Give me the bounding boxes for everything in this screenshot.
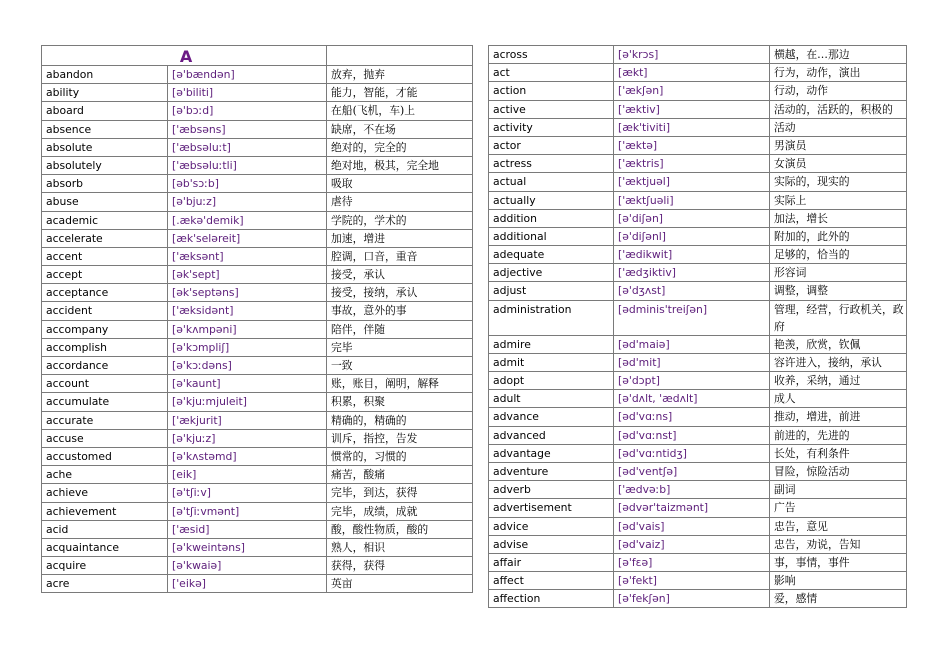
phonetic-cell: [ə'kjuːz] xyxy=(168,429,327,447)
definition-cell: 前进的，先进的 xyxy=(770,426,907,444)
phonetic-cell: [əd'vɑːntidʒ] xyxy=(614,444,770,462)
phonetic-cell: ['æsid] xyxy=(168,520,327,538)
phonetic-cell: [ə'dʌlt, 'ædʌlt] xyxy=(614,390,770,408)
vocab-row xyxy=(42,120,473,138)
word-cell: action xyxy=(489,82,614,100)
phonetic-cell: ['æktiv] xyxy=(614,100,770,118)
word-cell: absorb xyxy=(42,175,168,193)
word-cell: advantage xyxy=(489,444,614,462)
vocab-row xyxy=(42,229,473,247)
word-cell: administration xyxy=(489,300,614,335)
word-cell: act xyxy=(489,64,614,82)
definition-cell: 英亩 xyxy=(327,575,473,593)
vocab-row xyxy=(489,46,907,64)
vocab-row xyxy=(42,175,473,193)
section-header-cell xyxy=(42,46,327,66)
vocab-row xyxy=(489,517,907,535)
vocab-row xyxy=(42,557,473,575)
phonetic-cell: ['æktris] xyxy=(614,155,770,173)
word-cell: activity xyxy=(489,118,614,136)
phonetic-cell: ['æbsəns] xyxy=(168,120,327,138)
vocab-row xyxy=(489,300,907,335)
phonetic-cell: [əd'mit] xyxy=(614,353,770,371)
word-cell: accept xyxy=(42,266,168,284)
vocab-row xyxy=(489,462,907,480)
vocab-row xyxy=(42,338,473,356)
vocab-row xyxy=(489,227,907,245)
vocab-row xyxy=(489,390,907,408)
definition-cell: 接受，承认 xyxy=(327,266,473,284)
vocab-row xyxy=(489,353,907,371)
definition-cell: 收养，采纳，通过 xyxy=(770,372,907,390)
definition-cell: 积累，积聚 xyxy=(327,393,473,411)
word-cell: advise xyxy=(489,535,614,553)
word-cell: advance xyxy=(489,408,614,426)
phonetic-cell: [əd'vais] xyxy=(614,517,770,535)
vocab-row xyxy=(489,264,907,282)
word-cell: actress xyxy=(489,155,614,173)
phonetic-cell: ['æksidənt] xyxy=(168,302,327,320)
vocab-row xyxy=(489,136,907,154)
definition-cell: 爱，感情 xyxy=(770,590,907,608)
vocab-row xyxy=(42,84,473,102)
phonetic-cell: ['ækjurit] xyxy=(168,411,327,429)
word-cell: admire xyxy=(489,335,614,353)
word-cell: acquaintance xyxy=(42,538,168,556)
definition-cell: 加法，增长 xyxy=(770,209,907,227)
phonetic-cell: [ə'fekʃən] xyxy=(614,590,770,608)
vocab-row xyxy=(489,246,907,264)
definition-cell: 事，事情，事件 xyxy=(770,553,907,571)
phonetic-cell: [ə'bɔːd] xyxy=(168,102,327,120)
definition-cell: 女演员 xyxy=(770,155,907,173)
phonetic-cell: [æk'tiviti] xyxy=(614,118,770,136)
word-cell: adopt xyxy=(489,372,614,390)
phonetic-cell: [ə'kweintəns] xyxy=(168,538,327,556)
vocab-row xyxy=(489,100,907,118)
definition-cell: 完毕，到达，获得 xyxy=(327,484,473,502)
vocab-row xyxy=(42,411,473,429)
phonetic-cell: ['æbsəluːtli] xyxy=(168,156,327,174)
word-cell: adjective xyxy=(489,264,614,282)
vocab-row xyxy=(489,64,907,82)
phonetic-cell: [ə'bjuːz] xyxy=(168,193,327,211)
vocab-row xyxy=(489,209,907,227)
phonetic-cell: ['æktə] xyxy=(614,136,770,154)
definition-cell: 接受，接纳，承认 xyxy=(327,284,473,302)
definition-cell: 成人 xyxy=(770,390,907,408)
section-header-empty-cell xyxy=(327,46,473,66)
vocab-row xyxy=(489,372,907,390)
definition-cell: 绝对地，极其，完全地 xyxy=(327,156,473,174)
definition-cell: 放弃，抛弃 xyxy=(327,66,473,84)
definition-cell: 在船(飞机，车)上 xyxy=(327,102,473,120)
definition-cell: 训斥，指控，告发 xyxy=(327,429,473,447)
phonetic-cell: ['ædikwit] xyxy=(614,246,770,264)
definition-cell: 虐待 xyxy=(327,193,473,211)
vocab-row xyxy=(42,466,473,484)
phonetic-cell: [ə'fekt] xyxy=(614,572,770,590)
definition-cell: 调整，调整 xyxy=(770,282,907,300)
phonetic-cell: [əd'vaiz] xyxy=(614,535,770,553)
phonetic-cell: [ə'tʃiːvmənt] xyxy=(168,502,327,520)
phonetic-cell: [ə'diʃənl] xyxy=(614,227,770,245)
phonetic-cell: ['ædvəːb] xyxy=(614,481,770,499)
vocab-row xyxy=(42,502,473,520)
vocab-row xyxy=(42,302,473,320)
phonetic-cell: ['æktʃuəli] xyxy=(614,191,770,209)
word-cell: accelerate xyxy=(42,229,168,247)
definition-cell: 获得，获得 xyxy=(327,557,473,575)
word-cell: ability xyxy=(42,84,168,102)
word-cell: actor xyxy=(489,136,614,154)
vocabulary-table-left xyxy=(41,45,473,593)
vocab-row xyxy=(42,575,473,593)
definition-cell: 绝对的，完全的 xyxy=(327,138,473,156)
phonetic-cell: [əd'maiə] xyxy=(614,335,770,353)
word-cell: addition xyxy=(489,209,614,227)
vocab-row xyxy=(489,82,907,100)
phonetic-cell: ['æksənt] xyxy=(168,247,327,265)
phonetic-cell: [əd'ventʃə] xyxy=(614,462,770,480)
section-letter: A xyxy=(179,47,193,66)
word-cell: account xyxy=(42,375,168,393)
definition-cell: 完毕 xyxy=(327,338,473,356)
vocab-row xyxy=(489,553,907,571)
word-cell: accident xyxy=(42,302,168,320)
word-cell: accordance xyxy=(42,357,168,375)
definition-cell: 惯常的，习惯的 xyxy=(327,447,473,465)
vocab-row xyxy=(42,538,473,556)
word-cell: accompany xyxy=(42,320,168,338)
phonetic-cell: [ə'kʌmpəni] xyxy=(168,320,327,338)
word-cell: accustomed xyxy=(42,447,168,465)
vocab-row xyxy=(42,429,473,447)
phonetic-cell: [ə'kɔːdəns] xyxy=(168,357,327,375)
definition-cell: 学院的，学术的 xyxy=(327,211,473,229)
phonetic-cell: ['eikə] xyxy=(168,575,327,593)
definition-cell: 完毕，成绩，成就 xyxy=(327,502,473,520)
definition-cell: 忠告，劝说，告知 xyxy=(770,535,907,553)
vocab-row xyxy=(42,393,473,411)
word-cell: absence xyxy=(42,120,168,138)
phonetic-cell: [ə'kʌstəmd] xyxy=(168,447,327,465)
phonetic-cell: [ə'biliti] xyxy=(168,84,327,102)
vocab-row xyxy=(42,247,473,265)
definition-cell: 容许进入，接纳，承认 xyxy=(770,353,907,371)
word-cell: abandon xyxy=(42,66,168,84)
phonetic-cell: [æk'seləreit] xyxy=(168,229,327,247)
phonetic-cell: [əd'vɑːns] xyxy=(614,408,770,426)
vocab-row xyxy=(42,266,473,284)
phonetic-cell: [ədvər'taizmənt] xyxy=(614,499,770,517)
definition-cell: 实际上 xyxy=(770,191,907,209)
definition-cell: 痛苦，酸痛 xyxy=(327,466,473,484)
definition-cell: 实际的，现实的 xyxy=(770,173,907,191)
definition-cell: 影响 xyxy=(770,572,907,590)
vocab-row xyxy=(489,481,907,499)
definition-cell: 冒险，惊险活动 xyxy=(770,462,907,480)
phonetic-cell: [ə'krɔs] xyxy=(614,46,770,64)
definition-cell: 横越，在…那边 xyxy=(770,46,907,64)
word-cell: admit xyxy=(489,353,614,371)
definition-cell: 活动的，活跃的，积极的 xyxy=(770,100,907,118)
vocab-row xyxy=(489,408,907,426)
definition-cell: 熟人，相识 xyxy=(327,538,473,556)
phonetic-cell: [ə'dʒʌst] xyxy=(614,282,770,300)
phonetic-cell: [ə'bændən] xyxy=(168,66,327,84)
phonetic-cell: [ə'tʃiːv] xyxy=(168,484,327,502)
definition-cell: 活动 xyxy=(770,118,907,136)
vocab-row xyxy=(489,572,907,590)
phonetic-cell: ['ædʒiktiv] xyxy=(614,264,770,282)
definition-cell: 缺席，不在场 xyxy=(327,120,473,138)
definition-cell: 吸取 xyxy=(327,175,473,193)
word-cell: advertisement xyxy=(489,499,614,517)
word-cell: acquire xyxy=(42,557,168,575)
word-cell: acid xyxy=(42,520,168,538)
phonetic-cell: [ækt] xyxy=(614,64,770,82)
phonetic-cell: [ədminis'treiʃən] xyxy=(614,300,770,335)
word-cell: achieve xyxy=(42,484,168,502)
word-cell: adventure xyxy=(489,462,614,480)
definition-cell: 男演员 xyxy=(770,136,907,154)
phonetic-cell: ['æbsəluːt] xyxy=(168,138,327,156)
definition-cell: 行为，动作，演出 xyxy=(770,64,907,82)
word-cell: absolutely xyxy=(42,156,168,174)
word-cell: adult xyxy=(489,390,614,408)
word-cell: additional xyxy=(489,227,614,245)
phonetic-cell: ['ækʃən] xyxy=(614,82,770,100)
vocab-row xyxy=(489,282,907,300)
definition-cell: 腔调，口音，重音 xyxy=(327,247,473,265)
vocab-row xyxy=(42,211,473,229)
word-cell: actual xyxy=(489,173,614,191)
definition-cell: 艳羡，欣赏，钦佩 xyxy=(770,335,907,353)
phonetic-cell: [eik] xyxy=(168,466,327,484)
vocabulary-table-right xyxy=(488,45,907,608)
word-cell: abuse xyxy=(42,193,168,211)
phonetic-cell: [.ækə'demik] xyxy=(168,211,327,229)
word-cell: actually xyxy=(489,191,614,209)
vocab-row xyxy=(42,357,473,375)
definition-cell: 账，账目，阐明，解释 xyxy=(327,375,473,393)
phonetic-cell: [ə'kaunt] xyxy=(168,375,327,393)
definition-cell: 行动，动作 xyxy=(770,82,907,100)
vocab-row xyxy=(42,375,473,393)
word-cell: active xyxy=(489,100,614,118)
word-cell: affect xyxy=(489,572,614,590)
definition-cell: 事故，意外的事 xyxy=(327,302,473,320)
word-cell: ache xyxy=(42,466,168,484)
word-cell: accomplish xyxy=(42,338,168,356)
word-cell: adjust xyxy=(489,282,614,300)
vocab-row xyxy=(489,590,907,608)
definition-cell: 能力，智能，才能 xyxy=(327,84,473,102)
vocab-row xyxy=(489,118,907,136)
word-cell: adverb xyxy=(489,481,614,499)
definition-cell: 陪伴，伴随 xyxy=(327,320,473,338)
word-cell: acceptance xyxy=(42,284,168,302)
phonetic-cell: [əb'sɔːb] xyxy=(168,175,327,193)
definition-cell: 加速，增进 xyxy=(327,229,473,247)
vocab-row xyxy=(489,173,907,191)
vocab-row xyxy=(489,499,907,517)
definition-cell: 形容词 xyxy=(770,264,907,282)
vocab-row xyxy=(42,484,473,502)
vocab-row xyxy=(489,155,907,173)
phonetic-cell: [ə'diʃən] xyxy=(614,209,770,227)
definition-cell: 广告 xyxy=(770,499,907,517)
phonetic-cell: [ə'dɔpt] xyxy=(614,372,770,390)
vocab-row xyxy=(42,193,473,211)
word-cell: affection xyxy=(489,590,614,608)
word-cell: accuse xyxy=(42,429,168,447)
word-cell: academic xyxy=(42,211,168,229)
vocab-row xyxy=(42,320,473,338)
vocab-row xyxy=(489,335,907,353)
definition-cell: 附加的，此外的 xyxy=(770,227,907,245)
definition-cell: 一致 xyxy=(327,357,473,375)
vocab-row xyxy=(42,138,473,156)
word-cell: aboard xyxy=(42,102,168,120)
vocab-row xyxy=(42,520,473,538)
phonetic-cell: [ə'kwaiə] xyxy=(168,557,327,575)
definition-cell: 推动，增进，前进 xyxy=(770,408,907,426)
section-header-row xyxy=(42,46,473,66)
definition-cell: 管理，经营，行政机关，政府 xyxy=(770,300,907,335)
word-cell: advice xyxy=(489,517,614,535)
word-cell: across xyxy=(489,46,614,64)
vocab-row xyxy=(42,66,473,84)
word-cell: achievement xyxy=(42,502,168,520)
definition-cell: 足够的，恰当的 xyxy=(770,246,907,264)
vocab-row xyxy=(42,156,473,174)
phonetic-cell: [ə'kjuːmjuleit] xyxy=(168,393,327,411)
phonetic-cell: [ə'kɔmpliʃ] xyxy=(168,338,327,356)
phonetic-cell: [ək'septəns] xyxy=(168,284,327,302)
phonetic-cell: [ək'sept] xyxy=(168,266,327,284)
word-cell: affair xyxy=(489,553,614,571)
word-cell: accumulate xyxy=(42,393,168,411)
word-cell: adequate xyxy=(489,246,614,264)
phonetic-cell: [ə'fɛə] xyxy=(614,553,770,571)
phonetic-cell: [əd'vɑːnst] xyxy=(614,426,770,444)
vocab-row xyxy=(489,426,907,444)
vocab-row xyxy=(42,447,473,465)
vocab-row xyxy=(489,535,907,553)
word-cell: advanced xyxy=(489,426,614,444)
phonetic-cell: ['æktjuəl] xyxy=(614,173,770,191)
word-cell: accurate xyxy=(42,411,168,429)
definition-cell: 长处，有利条件 xyxy=(770,444,907,462)
word-cell: acre xyxy=(42,575,168,593)
definition-cell: 副词 xyxy=(770,481,907,499)
vocab-row xyxy=(42,102,473,120)
word-cell: accent xyxy=(42,247,168,265)
word-cell: absolute xyxy=(42,138,168,156)
definition-cell: 精确的，精确的 xyxy=(327,411,473,429)
definition-cell: 忠告，意见 xyxy=(770,517,907,535)
vocab-row xyxy=(489,444,907,462)
vocab-row xyxy=(489,191,907,209)
definition-cell: 酸，酸性物质，酸的 xyxy=(327,520,473,538)
vocab-row xyxy=(42,284,473,302)
